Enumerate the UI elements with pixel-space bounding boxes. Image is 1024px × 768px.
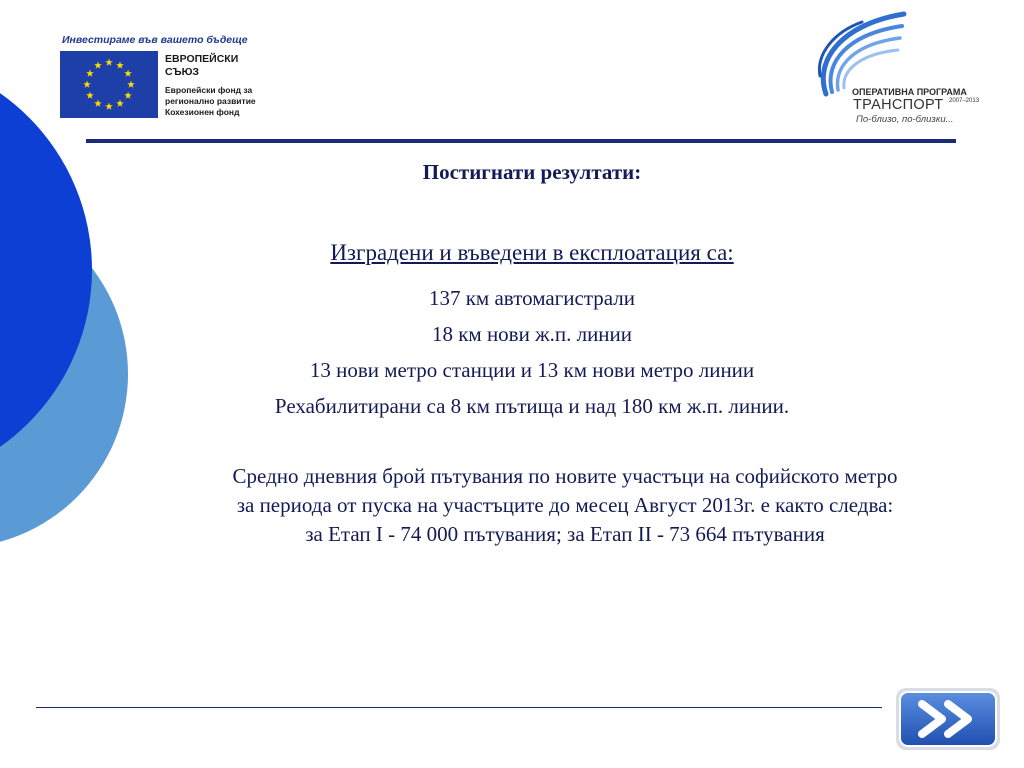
program-title: ОПЕРАТИВНА ПРОГРАМА — [852, 87, 967, 97]
program-slogan: По-близо, по-близки... — [856, 114, 954, 125]
paragraph-line: Средно дневния брой пътувания по новите участъци на софийското метро — [232, 464, 898, 488]
paragraph-line: за периода от пуска на участъците до месец Август 2013г. е както следва: — [236, 493, 894, 517]
eu-fund-line2: регионално развитие — [165, 96, 256, 106]
eu-name-line2: СЪЮЗ — [165, 66, 199, 78]
results-list — [0, 280, 1024, 424]
result-item: 13 нови метро станции и 13 км нови метро линии — [309, 358, 755, 382]
ridership-paragraph — [150, 462, 980, 549]
program-name: ТРАНСПОРТ — [853, 97, 944, 113]
eu-tagline: Инвестираме във вашето бъдеще — [62, 34, 248, 46]
result-item: 137 км автомагистрали — [428, 286, 635, 310]
eu-fund — [165, 85, 285, 118]
eu-flag-icon — [60, 51, 158, 118]
slide-subheading: Изградени и въведени в експлоатация са: — [330, 240, 734, 265]
program-years: 2007–2013 — [949, 98, 980, 104]
eu-fund-line3: Кохезионен фонд — [165, 107, 240, 117]
bottom-divider — [36, 707, 882, 708]
result-item: 18 км нови ж.п. линии — [431, 322, 633, 346]
eu-name-line1: ЕВРОПЕЙСКИ — [165, 53, 239, 65]
slide-heading: Постигнати резултати: — [422, 160, 642, 184]
top-divider — [86, 139, 956, 143]
eu-name — [165, 53, 275, 79]
eu-fund-line1: Европейски фонд за — [165, 85, 253, 95]
result-item: Рехабилитирани са 8 км пътища и над 180 км ж.п. линии. — [274, 394, 790, 418]
paragraph-line: за Етап I - 74 000 пътувания; за Етап II - 73 664 пътувания — [305, 522, 825, 546]
double-chevron-right-icon[interactable] — [892, 684, 1004, 754]
